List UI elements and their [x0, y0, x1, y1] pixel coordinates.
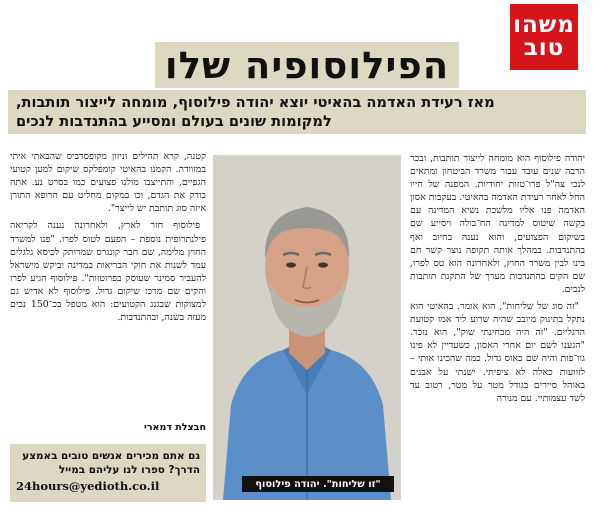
logo-line-2: טוב: [523, 35, 565, 61]
headline-panel: [155, 42, 459, 88]
article-column-left: [10, 150, 206, 324]
headline: הפילוסופיה שלו: [164, 43, 450, 87]
contact-email-link[interactable]: 24hours@yedioth.co.il: [16, 479, 160, 493]
portrait-illustration: [213, 155, 401, 500]
photo-caption: "זו שליחות". יהודה פילוסוף: [242, 476, 394, 492]
portrait-photo: [213, 155, 401, 500]
article-paragraph: פילוסוף חזר לארץ, ולאחרונה נענה לקריאה פילנתרופית נוספת – הפעם לטוס לפרו. "פנו למשרד החוץ מלימה, שם חבר קונגרס שמרותק לכיסא גלגלים עמד לשנות את חוקי הבריאות במדינה וביקש מישראל להעביר סמינר שעוסק בפרוטזות". פילוסוף הגיע לפרו והקים שם מרכז שיקום גדול. פילוסוף לא אדיש גם למצוקות שבגנג הקטועים: הוא מטפל בכ־150 נכים מעזה בשנה, ובהתנדבות.: [10, 220, 206, 324]
article-paragraph: קטנה, קרא תהילים וניזון מקופסרביס שהבאתי איתי במזוודה. הקמנו בהאיטי קומפלקס שיקום למען קטועי הגפיים, והתייצבו מולנו פצועים כמו בסרט נע. אתה בודק את הגדם, וכו במקום מחליט עם הרופא התורן איזה סוג תותבת יש לייצר".: [10, 151, 206, 215]
subtitle-line-1: מאז רעידת האדמה בהאיטי יוצא יהודה פילוסוף, מומחה לייצור תותבות,: [16, 94, 495, 111]
subtitle-line-2: למקומות שונים בעולם ומסייע בהתנדבות לנכים: [16, 113, 332, 130]
section-logo: [510, 4, 578, 70]
photo-credit: חבצלת דמארי: [144, 422, 206, 433]
subtitle-panel: [8, 90, 586, 134]
article-paragraph: "זה סוג של שליחות", הוא אומר. בהאיטי הוא נתקל בתינוק מיובב שהיה שרוע ליד אמו קטועת הרגליים. "זה היה מבחינתי שוק", הוא נזכר. "הגענו לשם יום אחרי האסון, כשעדיין לא פינו גוו־פות והיה שם כאוס גדול. כמה שהכינו אותי – לזוועות כאלה לא ציפיתי. ישנתי על אבנים באוהל סיירים בגודל מטר על מטר, רטוב עד לשד עצמותיי. עם מנורה: [410, 301, 585, 404]
logo-line-1: משהו: [513, 11, 575, 38]
article-column-right: [410, 152, 585, 405]
callout-text: גם אתם מכירים אנשים טובים באמצע הדרך? ספרו לנו עליהם במייל: [22, 450, 200, 476]
reader-callout-box: [10, 444, 206, 502]
article-paragraph: יהודה פילוסוף הוא מומחה לייצור תותבות, ובכר הרבה שנים עובד עבור משרד הביטחון ומתאים לנכי צה"ל פרו־טזות יחודיות. המפנה של חייו החל לאחר רעידת האדמה בהאיטי. בעקבות אסון האדמה פנו אליו מלשכת נשיא המדינה עם בקשה שיטוס למדינה הח־בולה ויסייע שם בשיקום הפצועים, והוא נענה בחיוב ואף בהתנדבות. במהלך אותה תקופה נוצר קשר חם בינו לבין משרד החוץ, ולאחרונה הוא טס לפרו, שם הקים בהתנדבות מערך של התקנת תותבות לנכים.: [410, 153, 585, 295]
